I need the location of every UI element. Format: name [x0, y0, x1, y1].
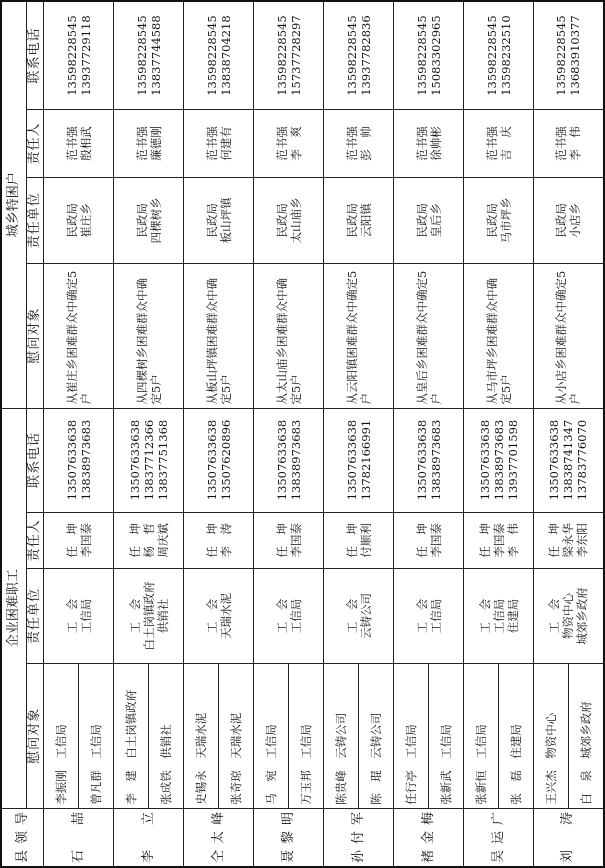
person-line: 任 坤 — [127, 523, 142, 558]
enterprise-phone-header: 联系电话 — [27, 408, 44, 512]
enterprise-phone-cell — [534, 408, 604, 512]
enterprise-unit-cell — [464, 569, 534, 664]
enterprise-person-header: 责任人 — [27, 512, 44, 569]
enterprise-object-cell: 张新武 工信局 — [429, 664, 464, 809]
town-person-cell — [464, 110, 534, 178]
enterprise-person-cell — [184, 512, 254, 569]
town-object-cell: 从崔庄乡困难群众中确定5户 — [44, 263, 114, 408]
person-line: 梁永华 — [561, 523, 576, 558]
phone-line: 13507633638 — [477, 419, 492, 501]
enterprise-object-cell: 李振刚 工信局 — [44, 664, 79, 809]
phone-line: 13507633638 — [344, 419, 359, 501]
phone-line: 13507620896 — [218, 419, 233, 501]
person-line: 任 坤 — [344, 523, 359, 558]
table-row — [254, 1, 289, 867]
phone-line: 13598228545 — [134, 15, 149, 96]
unit-line: 工 会 — [274, 598, 289, 634]
person-line: 任 坤 — [477, 523, 492, 558]
unit-line: 工信局 — [78, 598, 93, 634]
unit-line: 工 会 — [64, 598, 79, 634]
person-line: 李 爽 — [288, 126, 303, 161]
enterprise-object-cell: 张成铁 供销社 — [149, 664, 184, 809]
enterprise-section-header: 企业困难职工 — [1, 408, 27, 808]
person-line: 李东阳 — [575, 523, 590, 558]
town-phone-cell — [324, 1, 394, 110]
enterprise-person-cell — [464, 512, 534, 569]
phone-line: 13598228545 — [344, 15, 359, 96]
enterprise-unit-cell — [44, 569, 114, 664]
town-phone-cell — [534, 1, 604, 110]
phone-line: 13838741347 — [561, 419, 576, 501]
unit-line: 工 会 — [127, 598, 142, 634]
unit-line: 工 会 — [414, 598, 429, 634]
phone-line: 13598228545 — [274, 15, 289, 96]
unit-line: 崔庄乡 — [78, 203, 93, 238]
person-line: 李 涛 — [218, 523, 233, 558]
section-header-row — [1, 1, 27, 867]
town-person-header: 责任人 — [27, 110, 44, 178]
enterprise-person-cell — [534, 512, 604, 569]
table-row — [464, 1, 499, 867]
unit-line: 民政局 — [554, 203, 569, 238]
person-line: 范书强 — [484, 126, 499, 161]
table-row — [184, 1, 219, 867]
person-line: 付顺利 — [358, 523, 373, 558]
phone-line: 13683910377 — [568, 15, 583, 96]
person-line: 范书强 — [64, 126, 79, 161]
enterprise-person-cell — [114, 512, 184, 569]
town-unit-cell — [44, 177, 114, 263]
town-unit-cell — [184, 177, 254, 263]
town-person-cell — [184, 110, 254, 178]
enterprise-object-cell: 李 建 白土岗镇政府 — [114, 664, 149, 809]
town-object-cell: 从太山庙乡困难群众中确定5户 — [254, 263, 324, 408]
town-object-cell: 从板山坪镇困难群众中确定5户 — [184, 263, 254, 408]
enterprise-object-cell: 曾凡群 工信局 — [79, 664, 114, 809]
phone-line: 13507633638 — [204, 419, 219, 501]
unit-line: 民政局 — [134, 203, 149, 238]
leader-cell: 褚金梅 — [394, 808, 464, 867]
enterprise-object-cell: 万玉邦 工信局 — [289, 664, 324, 809]
town-person-cell — [44, 110, 114, 178]
unit-line: 民政局 — [204, 203, 219, 238]
phone-line: 13598228545 — [64, 15, 79, 96]
town-person-cell — [324, 110, 394, 178]
unit-line: 工信局 — [491, 598, 506, 634]
person-line: 何建有 — [218, 126, 233, 161]
phone-line: 13937701598 — [505, 419, 520, 501]
enterprise-unit-cell — [254, 569, 324, 664]
town-phone-cell — [394, 1, 464, 110]
unit-line: 马市坪乡 — [498, 197, 513, 244]
person-line: 任 坤 — [204, 523, 219, 558]
leader-cell: 刘 涛 — [534, 808, 604, 867]
phone-line: 13598228545 — [554, 15, 569, 96]
person-line: 任 坤 — [414, 523, 429, 558]
phone-line: 13838704218 — [218, 15, 233, 96]
phone-line: 13838973683 — [491, 419, 506, 501]
phone-line: 13782166991 — [358, 419, 373, 501]
phone-line: 13837712366 — [141, 419, 156, 501]
leader-cell: 仝太峰 — [184, 808, 254, 867]
person-line: 李国泰 — [288, 523, 303, 558]
unit-line: 工信局 — [288, 598, 303, 634]
unit-line: 云阳镇 — [358, 203, 373, 238]
table-row — [114, 1, 149, 867]
enterprise-unit-cell — [324, 569, 394, 664]
unit-line: 民政局 — [274, 203, 289, 238]
town-phone-cell — [254, 1, 324, 110]
leader-cell: 李 立 — [114, 808, 184, 867]
unit-line: 物资中心 — [561, 593, 576, 640]
person-line: 廉德刚 — [148, 126, 163, 161]
leader-cell: 石 喆 — [44, 808, 114, 867]
unit-line: 城郊乡政府 — [575, 587, 590, 645]
town-person-cell — [254, 110, 324, 178]
unit-line: 皇后乡 — [428, 203, 443, 238]
town-unit-header: 责任单位 — [27, 177, 44, 263]
unit-line: 白土岗镇政府 — [141, 581, 156, 651]
phone-line: 13838973683 — [288, 419, 303, 501]
leader-cell: 吴运广 — [464, 808, 534, 867]
enterprise-object-cell: 马 宛 工信局 — [254, 664, 289, 809]
unit-line: 太山庙乡 — [288, 197, 303, 244]
person-line: 杨 哲 — [141, 523, 156, 558]
enterprise-unit-header: 责任单位 — [27, 569, 44, 664]
unit-line: 天瑞水泥 — [218, 593, 233, 640]
town-section-header: 城乡特困户 — [1, 1, 27, 408]
person-line: 李国泰 — [491, 523, 506, 558]
town-unit-cell — [464, 177, 534, 263]
enterprise-phone-cell — [44, 408, 114, 512]
phone-line: 13838973683 — [78, 419, 93, 501]
town-object-cell: 从马市坪乡困难群众中确定5户 — [464, 263, 534, 408]
person-line: 周庆斌 — [155, 523, 170, 558]
town-unit-cell — [114, 177, 184, 263]
enterprise-object-cell: 张奇琼 天瑞水泥 — [219, 664, 254, 809]
town-phone-cell — [114, 1, 184, 110]
person-line: 任 坤 — [547, 523, 562, 558]
phone-line: 13598228545 — [484, 15, 499, 96]
phone-line: 13507633638 — [127, 419, 142, 501]
enterprise-object-cell: 史锡永 天瑞水泥 — [184, 664, 219, 809]
town-person-cell — [114, 110, 184, 178]
unit-line: 民政局 — [414, 203, 429, 238]
table-row — [324, 1, 359, 867]
person-line: 任 坤 — [64, 523, 79, 558]
phone-line: 13838973683 — [428, 419, 443, 501]
person-line: 李国泰 — [78, 523, 93, 558]
enterprise-object-cell: 陈 琨 云铸公司 — [359, 664, 394, 809]
unit-line: 工 会 — [547, 598, 562, 634]
town-object-cell: 从四棵树乡困难群众中确定5户 — [114, 263, 184, 408]
enterprise-unit-cell — [394, 569, 464, 664]
unit-line: 小店乡 — [568, 203, 583, 238]
table-body — [44, 1, 604, 867]
enterprise-unit-cell — [534, 569, 604, 664]
table-row — [394, 1, 429, 867]
unit-line: 民政局 — [64, 203, 79, 238]
leader-header: 县领导 — [1, 808, 44, 867]
phone-line: 13937729118 — [78, 15, 93, 96]
enterprise-person-cell — [44, 512, 114, 569]
town-phone-cell — [44, 1, 114, 110]
person-line: 范书强 — [134, 126, 149, 161]
enterprise-object-cell: 张 磊 住建局 — [499, 664, 534, 809]
phone-line: 13937782836 — [358, 15, 373, 96]
enterprise-object-header: 慰问对象 — [27, 664, 44, 809]
phone-line: 15737728297 — [288, 15, 303, 96]
town-object-cell: 从皇后乡困难群众中确定5户 — [394, 263, 464, 408]
phone-line: 13507633638 — [547, 419, 562, 501]
town-phone-header: 联系电话 — [27, 1, 44, 110]
enterprise-object-cell: 张新恒 工信局 — [464, 664, 499, 809]
leader-cell: 聂黎明 — [254, 808, 324, 867]
person-line: 李国泰 — [428, 523, 443, 558]
enterprise-phone-cell — [184, 408, 254, 512]
unit-line: 工信局 — [428, 598, 443, 634]
enterprise-object-cell: 陈贵峰 云铸公司 — [324, 664, 359, 809]
town-phone-cell — [464, 1, 534, 110]
enterprise-object-cell: 任行亭 工信局 — [394, 664, 429, 809]
enterprise-phone-cell — [114, 408, 184, 512]
town-unit-cell — [394, 177, 464, 263]
town-object-cell: 从云阳镇困难群众中确定5户 — [324, 263, 394, 408]
unit-line: 云铸公司 — [358, 593, 373, 640]
phone-line: 13783776070 — [575, 419, 590, 501]
enterprise-object-cell: 白 泉 城郊乡政府 — [569, 664, 604, 809]
person-line: 任 坤 — [274, 523, 289, 558]
enterprise-phone-cell — [464, 408, 534, 512]
enterprise-person-cell — [324, 512, 394, 569]
unit-line: 工 会 — [344, 598, 359, 634]
person-line: 范书强 — [554, 126, 569, 161]
person-line: 范书强 — [414, 126, 429, 161]
unit-line: 民政局 — [344, 203, 359, 238]
enterprise-phone-cell — [324, 408, 394, 512]
person-line: 吉 庆 — [498, 126, 513, 161]
table-row — [44, 1, 79, 867]
enterprise-unit-cell — [184, 569, 254, 664]
enterprise-unit-cell — [114, 569, 184, 664]
phone-line: 13598232510 — [498, 15, 513, 96]
phone-line: 13837744588 — [148, 15, 163, 96]
person-line: 李 伟 — [505, 523, 520, 558]
town-unit-cell — [534, 177, 604, 263]
person-line: 殷相武 — [78, 126, 93, 161]
enterprise-phone-cell — [394, 408, 464, 512]
phone-line: 13598228545 — [204, 15, 219, 96]
enterprise-person-cell — [254, 512, 324, 569]
unit-line: 板山坪镇 — [218, 197, 233, 244]
phone-line: 13598228545 — [414, 15, 429, 96]
phone-line: 13507633638 — [64, 419, 79, 501]
enterprise-object-cell: 王兴杰 物资中心 — [534, 664, 569, 809]
unit-line: 住建局 — [505, 598, 520, 634]
person-line: 范书强 — [204, 126, 219, 161]
phone-line: 15083302965 — [428, 15, 443, 96]
unit-line: 民政局 — [484, 203, 499, 238]
unit-line: 供销社 — [155, 598, 170, 634]
phone-line: 13837751368 — [155, 419, 170, 501]
town-unit-cell — [324, 177, 394, 263]
leader-cell: 孙付军 — [324, 808, 394, 867]
person-line: 彭 帅 — [358, 126, 373, 161]
town-object-cell: 从小店乡困难群众中确定5户 — [534, 263, 604, 408]
town-object-header: 慰问对象 — [27, 263, 44, 408]
person-line: 李 伟 — [568, 126, 583, 161]
town-phone-cell — [184, 1, 254, 110]
person-line: 范书强 — [274, 126, 289, 161]
unit-line: 工 会 — [204, 598, 219, 634]
column-header-row — [27, 1, 44, 867]
table-row — [534, 1, 569, 867]
town-person-cell — [394, 110, 464, 178]
person-line: 范书强 — [344, 126, 359, 161]
town-unit-cell — [254, 177, 324, 263]
person-line: 徐帅彬 — [428, 126, 443, 161]
unit-line: 四棵树乡 — [148, 197, 163, 244]
unit-line: 工 会 — [477, 598, 492, 634]
enterprise-person-cell — [394, 512, 464, 569]
enterprise-phone-cell — [254, 408, 324, 512]
town-person-cell — [534, 110, 604, 178]
phone-line: 13507633638 — [274, 419, 289, 501]
phone-line: 13507633638 — [414, 419, 429, 501]
